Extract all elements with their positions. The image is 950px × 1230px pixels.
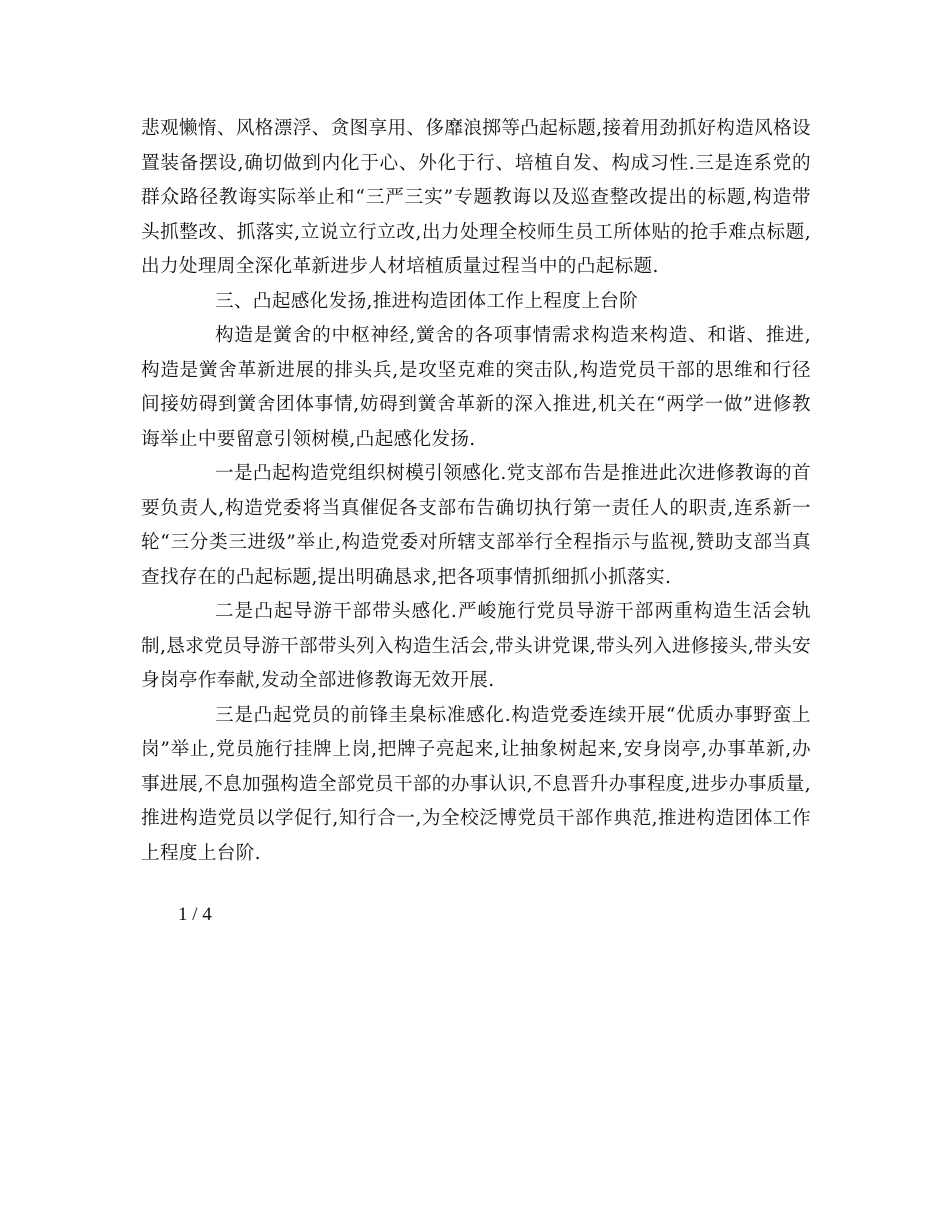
paragraph: 一是凸起构造党组织树模引领感化.党支部布告是推进此次进修教诲的首要负责人,构造党委将当真催促各支部布告确切执行第一责任人的职责,连系新一轮“三分类三进级”举止,构造党委对所辖支部举行全程指示与监视,赞助支部当真查找存在的凸起标题,提出明确恳求,把各项事情抓细抓小抓落实. <box>141 463 811 588</box>
page-number: 1 / 4 <box>178 904 212 925</box>
paragraph: 三是凸起党员的前锋圭臬标准感化.构造党委连续开展“优质办事野蛮上岗”举止,党员施行挂牌上岗,把牌子亮起来,让抽象树起来,安身岗亭,办事革新,办事进展,不息加强构造全部党员干部的办事认识,不息晋升办事程度,进步办事质量,推进构造党员以学促行,知行合一,为全校泛博党员干部作典范,推进构造团体工作上程度上台阶. <box>141 704 811 864</box>
paragraph: 二是凸起导游干部带头感化.严峻施行党员导游干部两重构造生活会轨制,恳求党员导游干部带头列入构造生活会,带头讲党课,带头列入进修接头,带头安身岗亭作奉献,发动全部进修教诲无效开展. <box>141 601 811 691</box>
paragraph-continuation: 悲观懒惰、风格漂浮、贪图享用、侈靡浪掷等凸起标题,接着用劲抓好构造风格设置装备摆设,确切做到内化于心、外化于行、培植自发、构成习性.三是连系党的群众路径教诲实际举止和“三严三实”专题教诲以及巡查整改提出的标题,构造带头抓整改、抓落实,立说立行立改,出力处理全校师生员工所体贴的抢手难点标题,出力处理周全深化革新进步人材培植质量过程当中的凸起标题. <box>141 118 811 277</box>
paragraph: 构造是黉舍的中枢神经,黉舍的各项事情需求构造来构造、和谐、推进,构造是黉舍革新进展的排头兵,是攻坚克难的突击队,构造党员干部的思维和行径间接妨碍到黉舍团体事情,妨碍到黉舍革新的深入推进,机关在“两学一做”进修教诲举止中要留意引领树模,凸起感化发扬. <box>141 325 811 450</box>
section-heading: 三、凸起感化发扬,推进构造团体工作上程度上台阶 <box>215 290 639 312</box>
document-body <box>141 112 811 871</box>
